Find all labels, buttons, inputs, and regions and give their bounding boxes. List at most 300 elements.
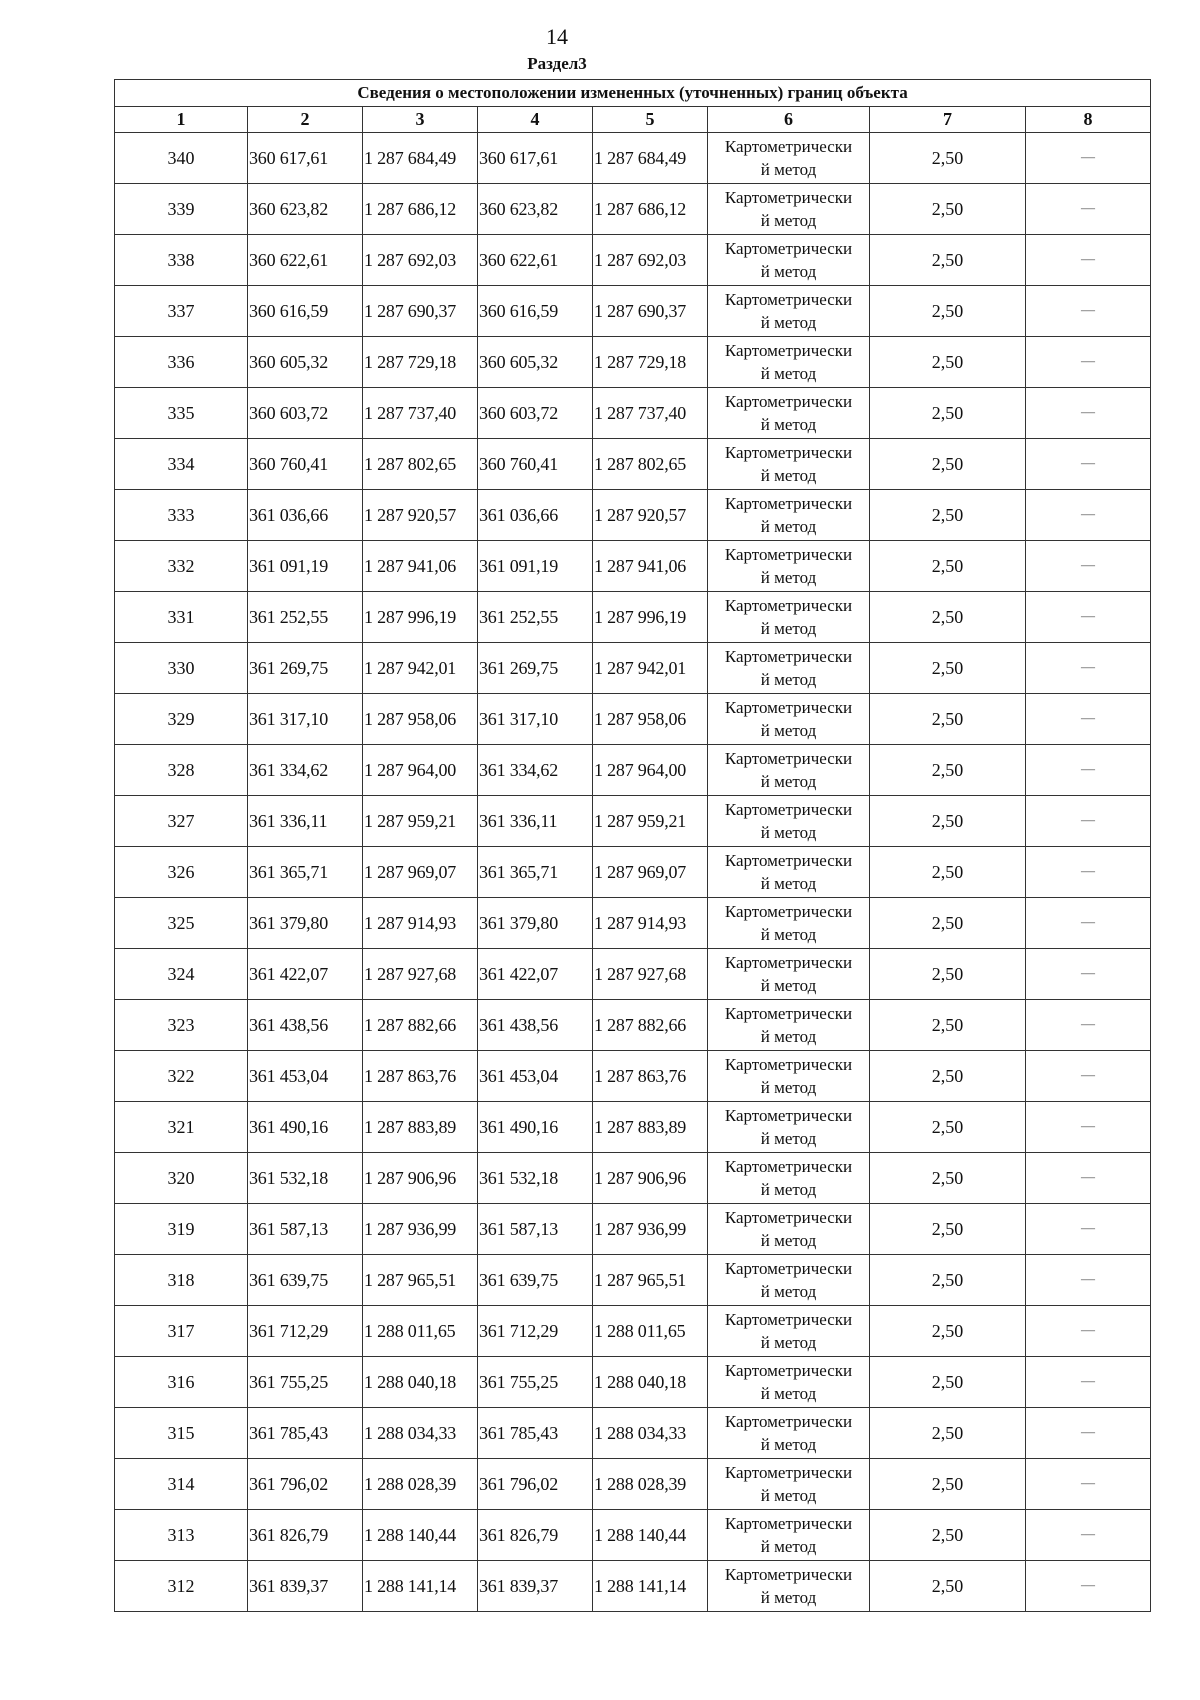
- x-refined-cell: 360 760,41: [478, 439, 593, 490]
- precision-cell: 2,50: [870, 286, 1026, 337]
- method-text: Картометрически: [724, 1004, 853, 1023]
- method-cell: [708, 847, 870, 898]
- method-text: й метод: [760, 874, 817, 893]
- y-existing-cell: 1 287 692,03: [363, 235, 478, 286]
- precision-cell: 2,50: [870, 1102, 1026, 1153]
- point-number-cell: 339: [115, 184, 248, 235]
- method-cell: [708, 643, 870, 694]
- y-refined-cell: 1 288 141,14: [593, 1561, 708, 1612]
- note-cell: —: [1026, 1102, 1151, 1153]
- note-cell: —: [1026, 1000, 1151, 1051]
- method-text: й метод: [760, 976, 817, 995]
- x-refined-cell: 361 639,75: [478, 1255, 593, 1306]
- y-refined-cell: 1 287 942,01: [593, 643, 708, 694]
- x-existing-cell: 361 438,56: [248, 1000, 363, 1051]
- x-existing-cell: 361 532,18: [248, 1153, 363, 1204]
- x-refined-cell: 361 036,66: [478, 490, 593, 541]
- point-number-cell: 324: [115, 949, 248, 1000]
- note-cell: —: [1026, 745, 1151, 796]
- note-cell: —: [1026, 337, 1151, 388]
- y-existing-cell: 1 287 941,06: [363, 541, 478, 592]
- x-refined-cell: 361 334,62: [478, 745, 593, 796]
- precision-cell: 2,50: [870, 1306, 1026, 1357]
- method-text: Картометрически: [724, 392, 853, 411]
- method-cell: [708, 286, 870, 337]
- method-text: Картометрически: [724, 239, 853, 258]
- note-cell: —: [1026, 133, 1151, 184]
- note-cell: —: [1026, 1408, 1151, 1459]
- x-existing-cell: 360 622,61: [248, 235, 363, 286]
- y-existing-cell: 1 287 737,40: [363, 388, 478, 439]
- note-cell: —: [1026, 796, 1151, 847]
- y-refined-cell: 1 287 802,65: [593, 439, 708, 490]
- x-refined-cell: 361 839,37: [478, 1561, 593, 1612]
- y-existing-cell: 1 287 969,07: [363, 847, 478, 898]
- x-existing-cell: 361 755,25: [248, 1357, 363, 1408]
- table-row: [115, 1051, 1151, 1102]
- method-text: Картометрически: [724, 698, 853, 717]
- table-row: [115, 439, 1151, 490]
- y-existing-cell: 1 287 965,51: [363, 1255, 478, 1306]
- method-text: й метод: [760, 925, 817, 944]
- method-text: й метод: [760, 670, 817, 689]
- x-refined-cell: 361 532,18: [478, 1153, 593, 1204]
- column-number: 7: [870, 107, 1026, 133]
- method-text: й метод: [760, 262, 817, 281]
- x-existing-cell: 360 603,72: [248, 388, 363, 439]
- method-text: й метод: [760, 619, 817, 638]
- method-text: Картометрически: [724, 188, 853, 207]
- y-refined-cell: 1 288 040,18: [593, 1357, 708, 1408]
- x-existing-cell: 361 252,55: [248, 592, 363, 643]
- y-refined-cell: 1 287 964,00: [593, 745, 708, 796]
- y-existing-cell: 1 287 958,06: [363, 694, 478, 745]
- note-cell: —: [1026, 643, 1151, 694]
- y-existing-cell: 1 287 690,37: [363, 286, 478, 337]
- point-number-cell: 312: [115, 1561, 248, 1612]
- point-number-cell: 320: [115, 1153, 248, 1204]
- method-text: й метод: [760, 1231, 817, 1250]
- method-text: й метод: [760, 1384, 817, 1403]
- method-text: й метод: [760, 1537, 817, 1556]
- precision-cell: 2,50: [870, 898, 1026, 949]
- x-refined-cell: 361 755,25: [478, 1357, 593, 1408]
- table-row: [115, 847, 1151, 898]
- table-row: [115, 388, 1151, 439]
- x-refined-cell: 361 336,11: [478, 796, 593, 847]
- table-row: [115, 337, 1151, 388]
- note-cell: —: [1026, 490, 1151, 541]
- precision-cell: 2,50: [870, 235, 1026, 286]
- x-existing-cell: 361 317,10: [248, 694, 363, 745]
- point-number-cell: 330: [115, 643, 248, 694]
- x-refined-cell: 361 422,07: [478, 949, 593, 1000]
- y-refined-cell: 1 287 729,18: [593, 337, 708, 388]
- y-existing-cell: 1 288 141,14: [363, 1561, 478, 1612]
- x-existing-cell: 361 269,75: [248, 643, 363, 694]
- x-existing-cell: 361 334,62: [248, 745, 363, 796]
- y-refined-cell: 1 288 011,65: [593, 1306, 708, 1357]
- table-body: [115, 133, 1151, 1612]
- note-cell: —: [1026, 847, 1151, 898]
- column-number: 1: [115, 107, 248, 133]
- method-text: Картометрически: [724, 1157, 853, 1176]
- table-row: [115, 898, 1151, 949]
- note-cell: —: [1026, 694, 1151, 745]
- method-text: Картометрически: [724, 1361, 853, 1380]
- method-text: й метод: [760, 1486, 817, 1505]
- method-text: Картометрически: [724, 749, 853, 768]
- method-cell: [708, 439, 870, 490]
- precision-cell: 2,50: [870, 337, 1026, 388]
- precision-cell: 2,50: [870, 388, 1026, 439]
- note-cell: —: [1026, 592, 1151, 643]
- y-refined-cell: 1 287 692,03: [593, 235, 708, 286]
- point-number-cell: 334: [115, 439, 248, 490]
- y-refined-cell: 1 287 936,99: [593, 1204, 708, 1255]
- table-row: [115, 592, 1151, 643]
- y-refined-cell: 1 287 969,07: [593, 847, 708, 898]
- note-cell: —: [1026, 1510, 1151, 1561]
- precision-cell: 2,50: [870, 133, 1026, 184]
- precision-cell: 2,50: [870, 745, 1026, 796]
- x-existing-cell: 361 712,29: [248, 1306, 363, 1357]
- method-cell: [708, 898, 870, 949]
- y-existing-cell: 1 288 140,44: [363, 1510, 478, 1561]
- y-existing-cell: 1 287 906,96: [363, 1153, 478, 1204]
- y-refined-cell: 1 287 959,21: [593, 796, 708, 847]
- point-number-cell: 338: [115, 235, 248, 286]
- method-text: й метод: [760, 568, 817, 587]
- column-number: 6: [708, 107, 870, 133]
- note-cell: —: [1026, 1306, 1151, 1357]
- point-number-cell: 319: [115, 1204, 248, 1255]
- x-refined-cell: 361 438,56: [478, 1000, 593, 1051]
- table-row: [115, 1510, 1151, 1561]
- y-refined-cell: 1 287 914,93: [593, 898, 708, 949]
- method-text: Картометрически: [724, 851, 853, 870]
- y-existing-cell: 1 287 914,93: [363, 898, 478, 949]
- method-text: й метод: [760, 1333, 817, 1352]
- column-number: 2: [248, 107, 363, 133]
- y-existing-cell: 1 287 729,18: [363, 337, 478, 388]
- precision-cell: 2,50: [870, 1561, 1026, 1612]
- method-text: й метод: [760, 823, 817, 842]
- y-refined-cell: 1 287 883,89: [593, 1102, 708, 1153]
- method-cell: [708, 1510, 870, 1561]
- y-refined-cell: 1 287 684,49: [593, 133, 708, 184]
- method-cell: [708, 592, 870, 643]
- y-existing-cell: 1 287 964,00: [363, 745, 478, 796]
- precision-cell: 2,50: [870, 184, 1026, 235]
- x-refined-cell: 360 603,72: [478, 388, 593, 439]
- x-existing-cell: 360 760,41: [248, 439, 363, 490]
- method-cell: [708, 235, 870, 286]
- method-cell: [708, 1204, 870, 1255]
- precision-cell: 2,50: [870, 1153, 1026, 1204]
- table-row: [115, 1204, 1151, 1255]
- y-existing-cell: 1 288 011,65: [363, 1306, 478, 1357]
- x-refined-cell: 360 605,32: [478, 337, 593, 388]
- method-text: Картометрически: [724, 443, 853, 462]
- method-text: й метод: [760, 1588, 817, 1607]
- method-text: Картометрически: [724, 902, 853, 921]
- table-row: [115, 286, 1151, 337]
- column-number-row: [115, 107, 1151, 133]
- column-number: 4: [478, 107, 593, 133]
- y-refined-cell: 1 288 140,44: [593, 1510, 708, 1561]
- y-refined-cell: 1 287 737,40: [593, 388, 708, 439]
- method-text: Картометрически: [724, 596, 853, 615]
- precision-cell: 2,50: [870, 949, 1026, 1000]
- y-existing-cell: 1 287 686,12: [363, 184, 478, 235]
- precision-cell: 2,50: [870, 643, 1026, 694]
- x-refined-cell: 361 490,16: [478, 1102, 593, 1153]
- method-cell: [708, 694, 870, 745]
- method-text: Картометрически: [724, 647, 853, 666]
- y-existing-cell: 1 287 882,66: [363, 1000, 478, 1051]
- x-existing-cell: 361 036,66: [248, 490, 363, 541]
- method-cell: [708, 337, 870, 388]
- method-text: Картометрически: [724, 1412, 853, 1431]
- method-text: Картометрически: [724, 137, 853, 156]
- precision-cell: 2,50: [870, 1051, 1026, 1102]
- point-number-cell: 329: [115, 694, 248, 745]
- y-refined-cell: 1 287 882,66: [593, 1000, 708, 1051]
- method-cell: [708, 1306, 870, 1357]
- point-number-cell: 322: [115, 1051, 248, 1102]
- note-cell: —: [1026, 1051, 1151, 1102]
- x-refined-cell: 361 252,55: [478, 592, 593, 643]
- method-cell: [708, 1255, 870, 1306]
- table-row: [115, 1102, 1151, 1153]
- point-number-cell: 328: [115, 745, 248, 796]
- method-cell: [708, 1408, 870, 1459]
- method-text: й метод: [760, 364, 817, 383]
- table-row: [115, 1000, 1151, 1051]
- precision-cell: 2,50: [870, 541, 1026, 592]
- note-cell: —: [1026, 541, 1151, 592]
- y-existing-cell: 1 287 920,57: [363, 490, 478, 541]
- y-existing-cell: 1 287 802,65: [363, 439, 478, 490]
- x-refined-cell: 361 269,75: [478, 643, 593, 694]
- table-row: [115, 133, 1151, 184]
- method-text: й метод: [760, 415, 817, 434]
- table-row: [115, 796, 1151, 847]
- x-existing-cell: 361 490,16: [248, 1102, 363, 1153]
- table-row: [115, 490, 1151, 541]
- table-row: [115, 1408, 1151, 1459]
- note-cell: —: [1026, 1561, 1151, 1612]
- column-number: 8: [1026, 107, 1151, 133]
- x-refined-cell: 361 365,71: [478, 847, 593, 898]
- table-row: [115, 745, 1151, 796]
- y-refined-cell: 1 287 686,12: [593, 184, 708, 235]
- method-text: Картометрически: [724, 1055, 853, 1074]
- method-cell: [708, 541, 870, 592]
- method-cell: [708, 1357, 870, 1408]
- method-text: й метод: [760, 1435, 817, 1454]
- note-cell: —: [1026, 286, 1151, 337]
- point-number-cell: 336: [115, 337, 248, 388]
- y-existing-cell: 1 288 040,18: [363, 1357, 478, 1408]
- x-existing-cell: 361 785,43: [248, 1408, 363, 1459]
- note-cell: —: [1026, 1255, 1151, 1306]
- y-refined-cell: 1 287 906,96: [593, 1153, 708, 1204]
- note-cell: —: [1026, 235, 1151, 286]
- method-cell: [708, 388, 870, 439]
- x-refined-cell: 361 379,80: [478, 898, 593, 949]
- precision-cell: 2,50: [870, 1408, 1026, 1459]
- x-refined-cell: 361 826,79: [478, 1510, 593, 1561]
- table-row: [115, 235, 1151, 286]
- point-number-cell: 327: [115, 796, 248, 847]
- point-number-cell: 314: [115, 1459, 248, 1510]
- boundary-table: [114, 79, 1151, 1612]
- note-cell: —: [1026, 388, 1151, 439]
- y-existing-cell: 1 288 034,33: [363, 1408, 478, 1459]
- x-existing-cell: 361 422,07: [248, 949, 363, 1000]
- method-text: Картометрически: [724, 1514, 853, 1533]
- method-text: й метод: [760, 721, 817, 740]
- x-existing-cell: 360 605,32: [248, 337, 363, 388]
- note-cell: —: [1026, 439, 1151, 490]
- method-text: Картометрически: [724, 800, 853, 819]
- column-number: 5: [593, 107, 708, 133]
- table-caption: Сведения о местоположении измененных (уточненных) границ объекта: [115, 80, 1151, 107]
- x-refined-cell: 361 587,13: [478, 1204, 593, 1255]
- point-number-cell: 316: [115, 1357, 248, 1408]
- method-text: й метод: [760, 313, 817, 332]
- table-row: [115, 1459, 1151, 1510]
- method-text: Картометрически: [724, 1463, 853, 1482]
- method-text: Картометрически: [724, 1310, 853, 1329]
- y-refined-cell: 1 287 863,76: [593, 1051, 708, 1102]
- y-refined-cell: 1 287 927,68: [593, 949, 708, 1000]
- precision-cell: 2,50: [870, 490, 1026, 541]
- x-refined-cell: 360 617,61: [478, 133, 593, 184]
- column-number: 3: [363, 107, 478, 133]
- precision-cell: 2,50: [870, 1357, 1026, 1408]
- table-row: [115, 643, 1151, 694]
- method-cell: [708, 133, 870, 184]
- table-row: [115, 184, 1151, 235]
- x-refined-cell: 360 622,61: [478, 235, 593, 286]
- method-text: й метод: [760, 517, 817, 536]
- y-refined-cell: 1 287 920,57: [593, 490, 708, 541]
- method-text: й метод: [760, 1078, 817, 1097]
- point-number-cell: 321: [115, 1102, 248, 1153]
- y-refined-cell: 1 287 965,51: [593, 1255, 708, 1306]
- x-refined-cell: 361 785,43: [478, 1408, 593, 1459]
- method-text: Картометрически: [724, 1106, 853, 1125]
- x-refined-cell: 361 091,19: [478, 541, 593, 592]
- note-cell: —: [1026, 1153, 1151, 1204]
- method-cell: [708, 1153, 870, 1204]
- point-number-cell: 337: [115, 286, 248, 337]
- method-text: Картометрически: [724, 1208, 853, 1227]
- method-cell: [708, 184, 870, 235]
- method-cell: [708, 1102, 870, 1153]
- precision-cell: 2,50: [870, 439, 1026, 490]
- y-refined-cell: 1 287 690,37: [593, 286, 708, 337]
- y-existing-cell: 1 288 028,39: [363, 1459, 478, 1510]
- method-text: й метод: [760, 1129, 817, 1148]
- note-cell: —: [1026, 898, 1151, 949]
- method-cell: [708, 796, 870, 847]
- x-refined-cell: 361 796,02: [478, 1459, 593, 1510]
- y-refined-cell: 1 287 996,19: [593, 592, 708, 643]
- method-text: й метод: [760, 1027, 817, 1046]
- y-existing-cell: 1 287 927,68: [363, 949, 478, 1000]
- method-cell: [708, 1000, 870, 1051]
- y-existing-cell: 1 287 936,99: [363, 1204, 478, 1255]
- method-text: Картометрически: [724, 953, 853, 972]
- method-text: й метод: [760, 466, 817, 485]
- y-refined-cell: 1 287 958,06: [593, 694, 708, 745]
- point-number-cell: 333: [115, 490, 248, 541]
- y-existing-cell: 1 287 959,21: [363, 796, 478, 847]
- table-row: [115, 1306, 1151, 1357]
- method-cell: [708, 745, 870, 796]
- precision-cell: 2,50: [870, 1510, 1026, 1561]
- y-existing-cell: 1 287 684,49: [363, 133, 478, 184]
- table-row: [115, 1561, 1151, 1612]
- y-existing-cell: 1 287 942,01: [363, 643, 478, 694]
- method-text: й метод: [760, 772, 817, 791]
- point-number-cell: 315: [115, 1408, 248, 1459]
- y-existing-cell: 1 287 883,89: [363, 1102, 478, 1153]
- precision-cell: 2,50: [870, 592, 1026, 643]
- x-existing-cell: 361 453,04: [248, 1051, 363, 1102]
- method-text: й метод: [760, 160, 817, 179]
- point-number-cell: 323: [115, 1000, 248, 1051]
- method-text: Картометрически: [724, 494, 853, 513]
- point-number-cell: 332: [115, 541, 248, 592]
- precision-cell: 2,50: [870, 796, 1026, 847]
- method-cell: [708, 1051, 870, 1102]
- x-existing-cell: 361 839,37: [248, 1561, 363, 1612]
- point-number-cell: 317: [115, 1306, 248, 1357]
- x-refined-cell: 360 623,82: [478, 184, 593, 235]
- section-title: Раздел3: [527, 54, 587, 73]
- x-existing-cell: 361 826,79: [248, 1510, 363, 1561]
- y-refined-cell: 1 287 941,06: [593, 541, 708, 592]
- point-number-cell: 340: [115, 133, 248, 184]
- method-text: Картометрически: [724, 545, 853, 564]
- note-cell: —: [1026, 1459, 1151, 1510]
- x-refined-cell: 361 317,10: [478, 694, 593, 745]
- y-refined-cell: 1 288 028,39: [593, 1459, 708, 1510]
- x-refined-cell: 360 616,59: [478, 286, 593, 337]
- x-existing-cell: 360 617,61: [248, 133, 363, 184]
- x-existing-cell: 361 639,75: [248, 1255, 363, 1306]
- method-text: й метод: [760, 211, 817, 230]
- table-row: [115, 541, 1151, 592]
- point-number-cell: 325: [115, 898, 248, 949]
- method-cell: [708, 1459, 870, 1510]
- table-row: [115, 694, 1151, 745]
- table-row: [115, 1153, 1151, 1204]
- method-text: Картометрически: [724, 1565, 853, 1584]
- point-number-cell: 326: [115, 847, 248, 898]
- point-number-cell: 318: [115, 1255, 248, 1306]
- x-existing-cell: 360 623,82: [248, 184, 363, 235]
- x-existing-cell: 361 091,19: [248, 541, 363, 592]
- method-text: Картометрически: [724, 341, 853, 360]
- precision-cell: 2,50: [870, 847, 1026, 898]
- x-refined-cell: 361 712,29: [478, 1306, 593, 1357]
